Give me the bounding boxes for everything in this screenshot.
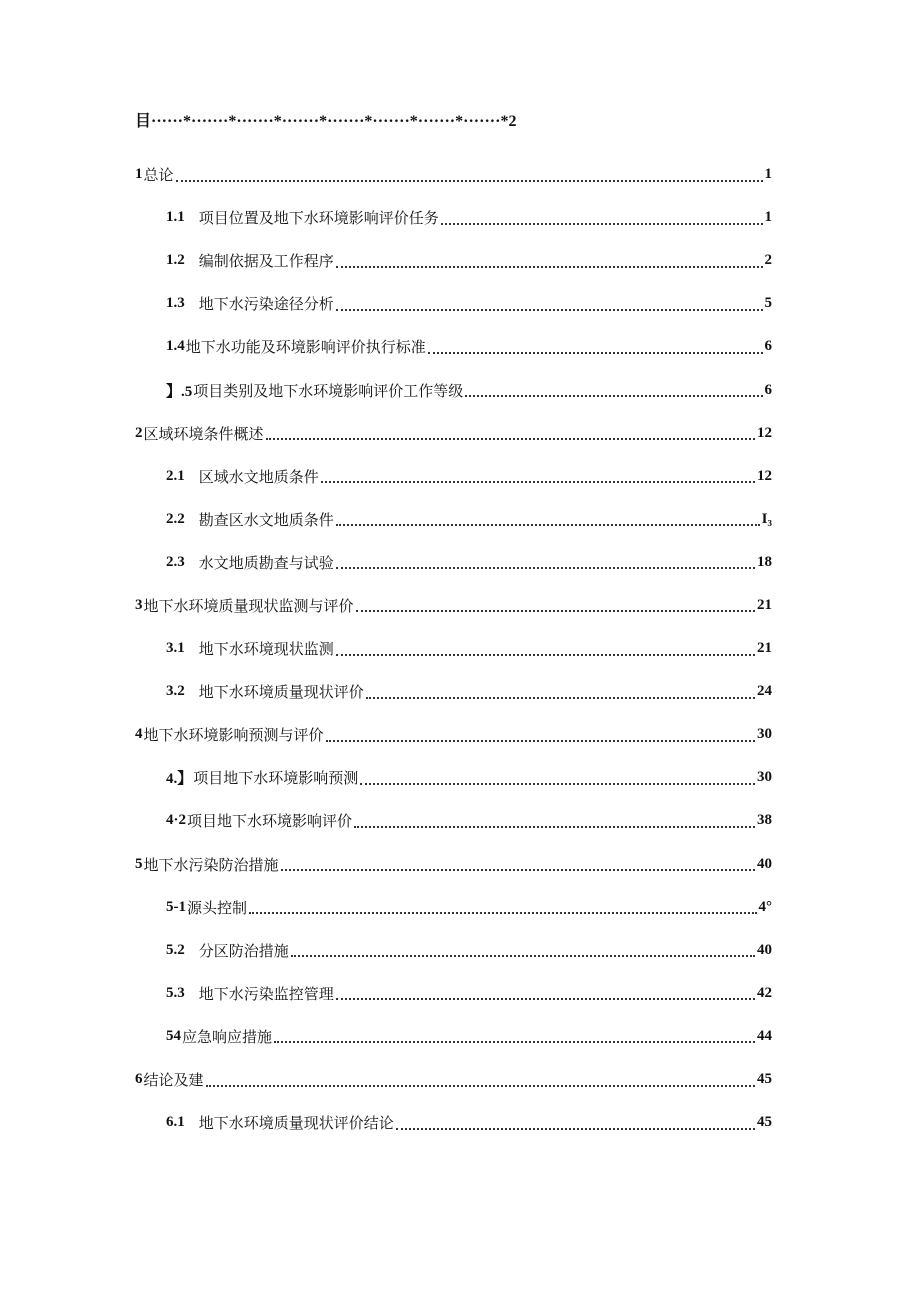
toc-entry-page-number: 1 bbox=[764, 209, 772, 226]
toc-entry-page-number: 44 bbox=[757, 1027, 772, 1044]
toc-entry-page-number: 45 bbox=[757, 1071, 772, 1088]
toc-entry-number: 2.1 bbox=[166, 467, 185, 484]
toc-entry-number: 4.】 bbox=[166, 771, 193, 788]
toc-dot-leader bbox=[291, 955, 755, 957]
toc-entry-number: 2.2 bbox=[166, 510, 185, 527]
toc-entry[interactable] bbox=[0, 455, 920, 498]
toc-header: 目······*·······*·······*·······*·······*·······*·······*·······*2 bbox=[135, 113, 517, 130]
toc-entry-number: 2.3 bbox=[166, 553, 185, 570]
toc-entry-title: 地下水功能及环境影响评价执行标准 bbox=[185, 338, 426, 357]
toc-entry-title: 地下水环境现状监测 bbox=[198, 640, 334, 659]
toc-dot-leader bbox=[356, 610, 755, 612]
toc-entry-number: 5.3 bbox=[166, 984, 185, 1001]
toc-dot-leader bbox=[274, 1041, 755, 1043]
toc-entry[interactable] bbox=[0, 799, 920, 842]
toc-entry-title: 区域环境条件概述 bbox=[143, 424, 264, 443]
toc-entry-title: 地下水环境质量现状评价结论 bbox=[198, 1114, 394, 1133]
toc-entry[interactable] bbox=[0, 1058, 920, 1101]
toc-entry-title: 地下水环境质量现状监测与评价 bbox=[143, 596, 354, 615]
toc-entry-page-number: 30 bbox=[757, 726, 772, 743]
toc-entry-number: 】.5 bbox=[166, 383, 193, 400]
toc-entry[interactable] bbox=[0, 368, 920, 411]
toc-dot-leader bbox=[321, 481, 755, 483]
toc-entry[interactable] bbox=[0, 670, 920, 713]
toc-entry-number: 1.3 bbox=[166, 295, 185, 312]
toc-list bbox=[0, 153, 920, 1144]
toc-entry[interactable] bbox=[0, 627, 920, 670]
toc-entry-number: 3.1 bbox=[166, 640, 185, 657]
toc-entry-page-number: 40 bbox=[757, 941, 772, 958]
toc-entry-page-number: 21 bbox=[757, 640, 772, 657]
toc-entry-page-number: 6 bbox=[764, 338, 772, 355]
toc-entry-title: 地下水污染防治措施 bbox=[143, 855, 279, 874]
toc-entry[interactable] bbox=[0, 541, 920, 584]
toc-dot-leader bbox=[281, 869, 755, 871]
toc-dot-leader bbox=[336, 654, 755, 656]
toc-entry-number: 3.2 bbox=[166, 683, 185, 700]
toc-entry-page-number: 40 bbox=[757, 855, 772, 872]
toc-entry-page-number: 4° bbox=[758, 898, 772, 915]
toc-entry[interactable] bbox=[0, 972, 920, 1015]
toc-entry[interactable] bbox=[0, 843, 920, 886]
toc-dot-leader bbox=[465, 395, 762, 397]
toc-dot-leader bbox=[360, 783, 755, 785]
toc-dot-leader bbox=[336, 524, 760, 526]
toc-entry-title: 源头控制 bbox=[187, 898, 248, 917]
toc-entry-title: 水文地质勘查与试验 bbox=[198, 553, 334, 572]
toc-entry-page-number: 30 bbox=[757, 769, 772, 786]
toc-entry-title: 应急响应措施 bbox=[182, 1027, 273, 1046]
toc-dot-leader bbox=[441, 223, 763, 225]
toc-entry-number: 1 bbox=[135, 166, 143, 183]
toc-entry[interactable] bbox=[0, 756, 920, 799]
toc-entry[interactable] bbox=[0, 929, 920, 972]
toc-dot-leader bbox=[428, 352, 763, 354]
toc-entry[interactable] bbox=[0, 196, 920, 239]
toc-entry-title: 地下水污染途径分析 bbox=[198, 295, 334, 314]
toc-entry[interactable] bbox=[0, 412, 920, 455]
toc-entry-number: 3 bbox=[135, 596, 143, 613]
toc-entry[interactable] bbox=[0, 282, 920, 325]
toc-entry[interactable] bbox=[0, 239, 920, 282]
toc-entry-page-number: 6 bbox=[764, 381, 772, 398]
toc-entry-page-number: 24 bbox=[757, 683, 772, 700]
toc-dot-leader bbox=[336, 266, 763, 268]
toc-entry-page-number: 12 bbox=[757, 467, 772, 484]
toc-entry-number: 6.1 bbox=[166, 1114, 185, 1131]
toc-entry-title: 项目地下水环境影响评价 bbox=[187, 812, 353, 831]
toc-entry-page-number: 42 bbox=[757, 984, 772, 1001]
toc-entry-title: 分区防治措施 bbox=[198, 941, 289, 960]
toc-entry-page-number: 18 bbox=[757, 553, 772, 570]
toc-dot-leader bbox=[354, 826, 755, 828]
toc-dot-leader bbox=[266, 438, 755, 440]
toc-entry-number: 2 bbox=[135, 424, 143, 441]
toc-entry-page-number: 38 bbox=[757, 812, 772, 829]
toc-entry-number: 5 bbox=[135, 855, 143, 872]
toc-entry-title: 区域水文地质条件 bbox=[198, 467, 319, 486]
toc-entry-page-number: 21 bbox=[757, 596, 772, 613]
toc-entry[interactable] bbox=[0, 584, 920, 627]
toc-entry-number: 54 bbox=[166, 1027, 181, 1044]
toc-entry-title: 编制依据及工作程序 bbox=[198, 252, 334, 271]
toc-entry[interactable] bbox=[0, 1015, 920, 1058]
toc-entry-title: 项目地下水环境影响预测 bbox=[193, 769, 359, 788]
toc-entry-page-number: 5 bbox=[764, 295, 772, 312]
toc-entry-title: 地下水环境质量现状评价 bbox=[198, 683, 364, 702]
toc-entry-page-number: 1 bbox=[764, 166, 772, 183]
toc-entry-number: 6 bbox=[135, 1071, 143, 1088]
toc-entry-number: 5-1 bbox=[166, 898, 186, 915]
toc-entry[interactable] bbox=[0, 325, 920, 368]
toc-dot-leader bbox=[326, 740, 755, 742]
toc-entry-page-number: 2 bbox=[764, 252, 772, 269]
toc-entry-number: 1.1 bbox=[166, 209, 185, 226]
toc-entry[interactable] bbox=[0, 1101, 920, 1144]
toc-entry-number: 4 bbox=[135, 726, 143, 743]
toc-entry-title: 地下水环境影响预测与评价 bbox=[143, 726, 324, 745]
toc-entry-number: 4·2 bbox=[166, 812, 187, 829]
toc-entry-title: 项目位置及地下水环境影响评价任务 bbox=[198, 209, 439, 228]
toc-entry-page-number: I₃ bbox=[761, 510, 772, 527]
toc-entry-title: 结论及建 bbox=[143, 1071, 204, 1090]
toc-entry-title: 勘查区水文地质条件 bbox=[198, 510, 334, 529]
toc-dot-leader bbox=[336, 998, 755, 1000]
toc-entry[interactable] bbox=[0, 886, 920, 929]
toc-entry[interactable] bbox=[0, 498, 920, 541]
toc-dot-leader bbox=[206, 1085, 755, 1087]
toc-entry-number: 1.2 bbox=[166, 252, 185, 269]
toc-dot-leader bbox=[336, 309, 763, 311]
toc-entry-number: 5.2 bbox=[166, 941, 185, 958]
toc-entry-page-number: 45 bbox=[757, 1114, 772, 1131]
toc-entry-page-number: 12 bbox=[757, 424, 772, 441]
toc-entry-number: 1.4 bbox=[166, 338, 185, 355]
toc-entry-title: 总论 bbox=[143, 166, 174, 185]
toc-entry-title: 地下水污染监控管理 bbox=[198, 984, 334, 1003]
toc-entry-title: 项目类别及地下水环境影响评价工作等级 bbox=[193, 381, 464, 400]
toc-entry[interactable] bbox=[0, 713, 920, 756]
toc-dot-leader bbox=[366, 697, 755, 699]
toc-entry[interactable] bbox=[0, 153, 920, 196]
toc-dot-leader bbox=[249, 912, 756, 914]
toc-dot-leader bbox=[336, 567, 755, 569]
toc-dot-leader bbox=[176, 180, 763, 182]
toc-dot-leader bbox=[396, 1128, 755, 1130]
